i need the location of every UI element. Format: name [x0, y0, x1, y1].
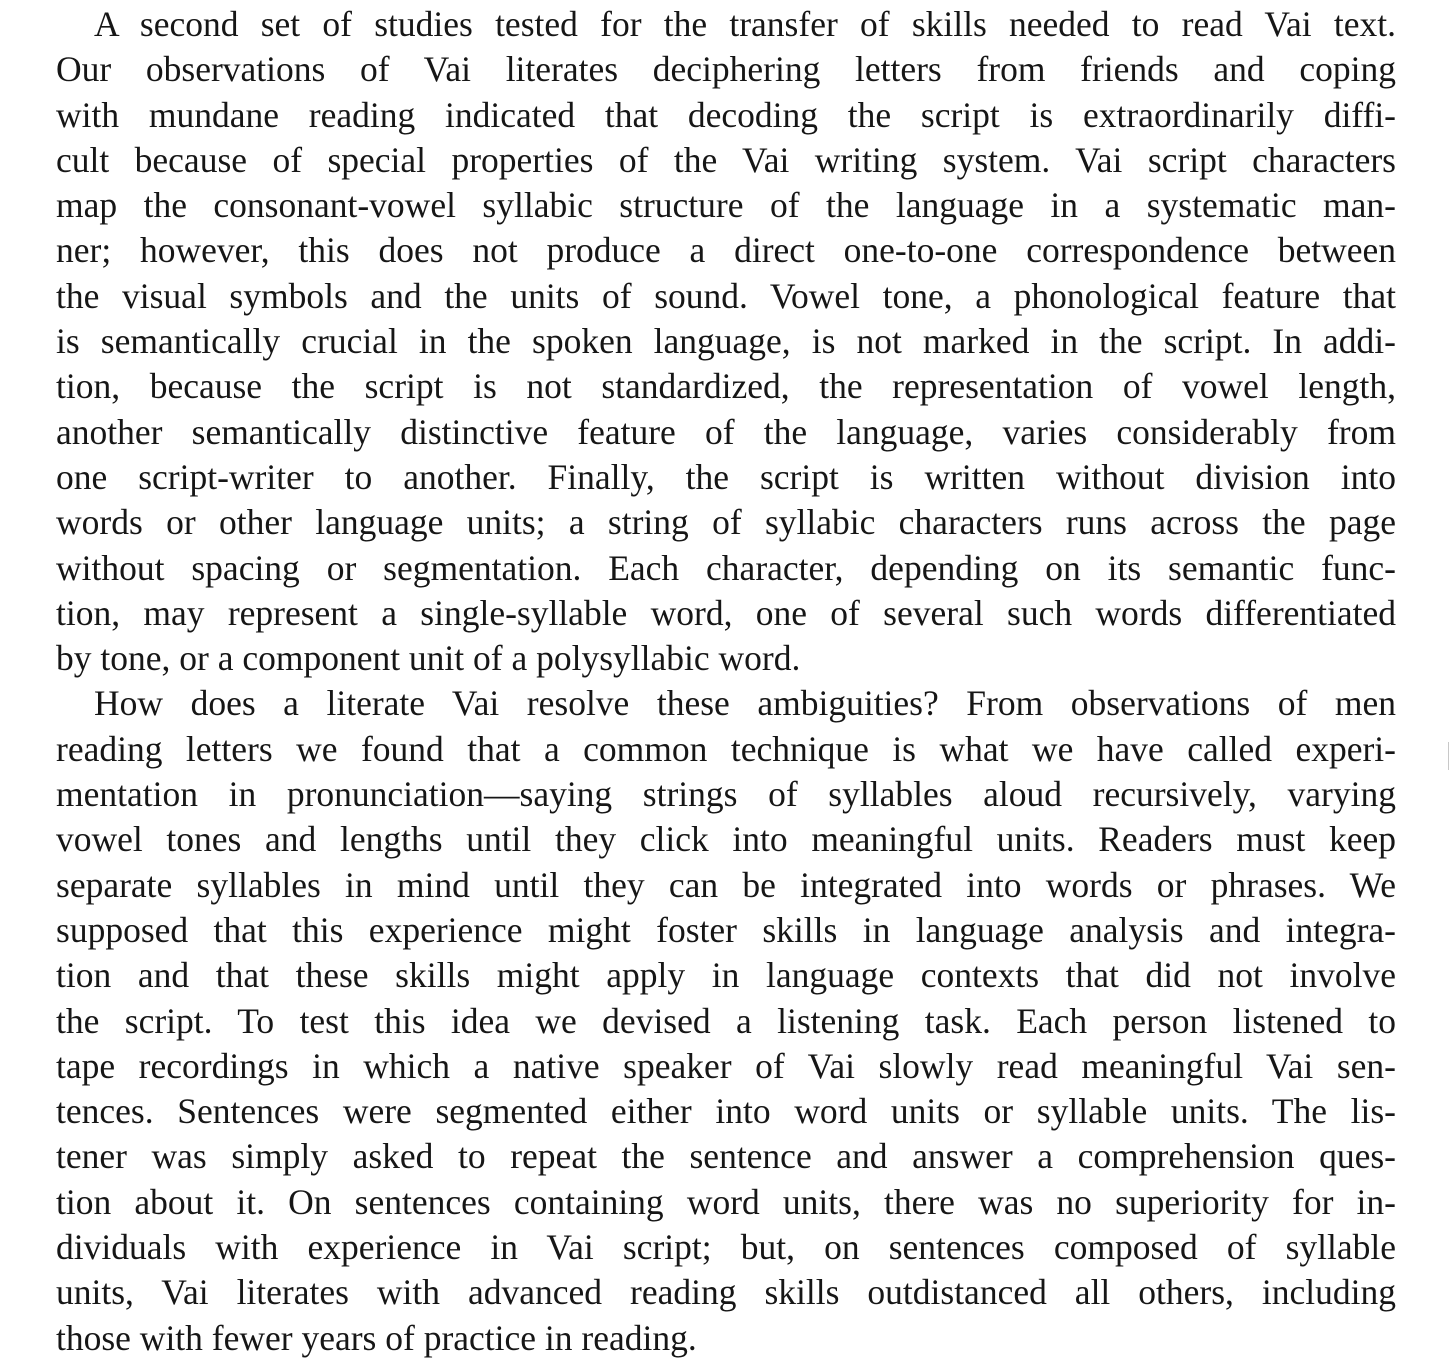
text-line: mentation in pronunciation—saying strings of syllables aloud recursively, varying	[56, 774, 1396, 815]
text-line: tion about it. On sentences containing word units, there was no superiority for in-	[56, 1181, 1396, 1222]
text-line: the script. To test this idea we devised a listening task. Each person listened to	[56, 1000, 1396, 1041]
text-line: ner; however, this does not produce a direct one-to-one correspondence between	[56, 230, 1396, 271]
text-line: by tone, or a component unit of a polysyllabic word.	[56, 638, 801, 679]
text-line: tener was simply asked to repeat the sentence and answer a comprehension ques-	[56, 1136, 1396, 1177]
text-line: tion, because the script is not standardized, the representation of vowel length,	[56, 366, 1396, 407]
text-line: reading letters we found that a common technique is what we have called experi-	[56, 728, 1396, 769]
text-line: units, Vai literates with advanced reading skills outdistanced all others, including	[56, 1272, 1396, 1313]
margin-mark	[1448, 742, 1449, 770]
text-line: with mundane reading indicated that decoding the script is extraordinarily diffi-	[56, 94, 1396, 135]
text-line: words or other language units; a string of syllabic characters runs across the page	[56, 502, 1396, 543]
text-line: Our observations of Vai literates deciphering letters from friends and coping	[56, 49, 1396, 90]
text-line: tion and that these skills might apply in language contexts that did not involve	[56, 955, 1396, 996]
text-line: supposed that this experience might foster skills in language analysis and integra-	[56, 909, 1396, 950]
text-line: A second set of studies tested for the transfer of skills needed to read Vai text.	[94, 4, 1396, 44]
text-line: tences. Sentences were segmented either into word units or syllable units. The lis-	[56, 1091, 1396, 1132]
text-line: another semantically distinctive feature of the language, varies considerably from	[56, 411, 1396, 452]
text-line: is semantically crucial in the spoken language, is not marked in the script. In addi-	[56, 321, 1396, 362]
text-line: dividuals with experience in Vai script; but, on sentences composed of syllable	[56, 1227, 1396, 1268]
text-line: tape recordings in which a native speaker of Vai slowly read meaningful Vai sen-	[56, 1045, 1396, 1086]
text-line: tion, may represent a single-syllable word, one of several such words differentiated	[56, 592, 1396, 633]
text-line: map the consonant-vowel syllabic structure of the language in a systematic man-	[56, 185, 1396, 226]
text-line: How does a literate Vai resolve these ambiguities? From observations of men	[94, 683, 1396, 724]
paragraph	[56, 2, 1396, 681]
text-line: vowel tones and lengths until they click into meaningful units. Readers must keep	[56, 819, 1396, 860]
text-line: cult because of special properties of the Vai writing system. Vai script characters	[56, 139, 1396, 180]
paragraph	[56, 681, 1396, 1360]
text-line: one script-writer to another. Finally, the script is written without division into	[56, 456, 1396, 497]
text-line: those with fewer years of practice in reading.	[56, 1317, 697, 1358]
text-line: separate syllables in mind until they can be integrated into words or phrases. We	[56, 864, 1396, 905]
text-line: the visual symbols and the units of sound. Vowel tone, a phonological feature that	[56, 275, 1396, 316]
body-text	[56, 2, 1396, 1361]
text-line: without spacing or segmentation. Each character, depending on its semantic func-	[56, 547, 1396, 588]
